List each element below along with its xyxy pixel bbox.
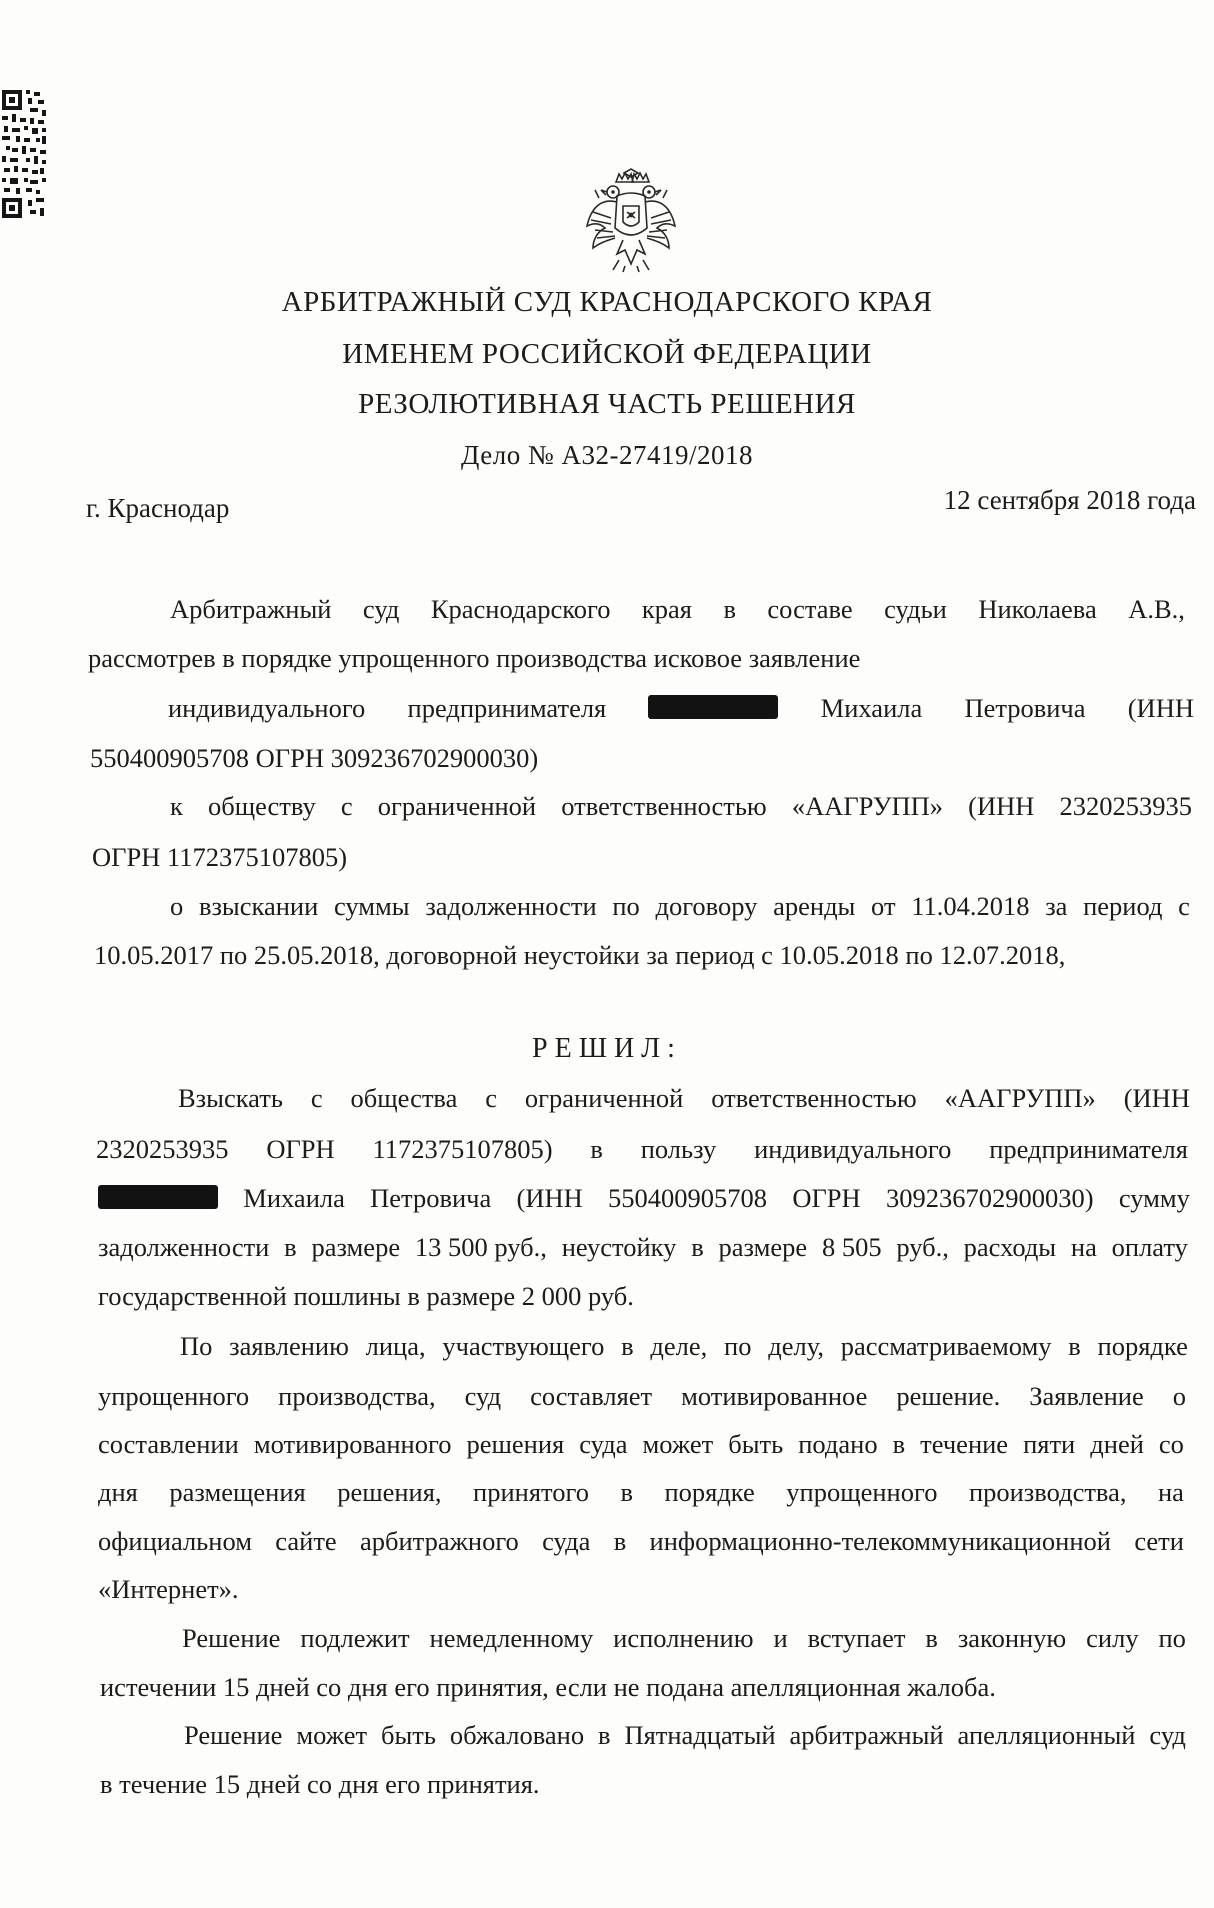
word: течение [920, 1429, 1009, 1459]
word: расходы [963, 1232, 1057, 1262]
word: рассматриваемому [840, 1331, 1052, 1361]
word: дней [1090, 1429, 1144, 1459]
word: в [621, 1331, 634, 1361]
decision-date: 12 сентября 2018 года [943, 485, 1196, 515]
word: участвующего [442, 1331, 605, 1361]
word: пяти [1023, 1429, 1076, 1459]
word: в [723, 594, 736, 624]
word: «ААГРУПП» [791, 791, 944, 821]
word: Взыскать [178, 1083, 283, 1113]
word: задолженности [425, 891, 597, 921]
ruling-word: Петровича [370, 1183, 492, 1213]
ruling-line-1 [178, 1085, 1190, 1112]
word: (ИНН [968, 791, 1035, 821]
word: суммы [333, 891, 410, 921]
word: обществу [207, 791, 316, 821]
subject-line-1 [170, 893, 1190, 920]
decided-heading: РЕШИЛ: [532, 1033, 682, 1064]
word: сети [1134, 1526, 1184, 1556]
word: ответственностью [711, 1083, 917, 1113]
city: г. Краснодар [86, 493, 230, 523]
word: за [1045, 891, 1068, 921]
word: информационно-телекоммуникационной [649, 1526, 1111, 1556]
word: производства, [968, 1477, 1127, 1507]
word: к [170, 791, 183, 821]
motivated-line-3 [98, 1431, 1184, 1458]
word: может [296, 1720, 368, 1750]
word: официальном [98, 1526, 252, 1556]
word: индивидуального [754, 1134, 952, 1164]
word: Николаева [978, 594, 1097, 624]
word: решение. [896, 1381, 1001, 1411]
word: обжаловано [449, 1720, 585, 1750]
ruling-line-4 [98, 1234, 1188, 1261]
plaintiff-line-2: 550400905708 ОГРН 309236702900030) [90, 743, 539, 773]
subject-line-2: 10.05.2017 по 25.05.2018, договорной неустойки за период с 10.05.2018 по 12.07.2018, [94, 940, 1066, 970]
word: судьи [884, 594, 947, 624]
word: мотивированное [681, 1381, 868, 1411]
word: порядке [1097, 1331, 1188, 1361]
word: Заявление [1029, 1381, 1144, 1411]
word: с [310, 1083, 323, 1113]
word: в [590, 1134, 603, 1164]
word: в [892, 1429, 906, 1459]
word: апелляционный [957, 1720, 1136, 1750]
word: Решение [184, 1720, 283, 1750]
case-number: Дело № А32-27419/2018 [461, 440, 753, 470]
word: 11.04.2018 [911, 891, 1030, 921]
word: от [871, 891, 896, 921]
word: и [773, 1623, 788, 1653]
word: законную [957, 1623, 1067, 1653]
effect-line-1 [182, 1625, 1186, 1652]
word: производства, [278, 1381, 436, 1411]
word: лица, [365, 1331, 426, 1361]
ruling-word: ОГРН [792, 1183, 861, 1213]
word: в [925, 1623, 938, 1653]
word: По [180, 1331, 213, 1361]
word: «ААГРУПП» [944, 1083, 1096, 1113]
word: мотивированного [253, 1429, 452, 1459]
word: делу, [768, 1331, 824, 1361]
word: предпринимателя [989, 1134, 1188, 1164]
word: суд [1149, 1720, 1186, 1750]
word: быть [728, 1429, 784, 1459]
ruling-word: 309236702900030) [885, 1183, 1094, 1213]
word: ответственностью [561, 791, 767, 821]
plaintiff-line-1 [168, 695, 1194, 722]
motivated-line-2 [98, 1383, 1186, 1410]
word: Арбитражный [170, 594, 332, 624]
word: оплату [1111, 1232, 1188, 1262]
word: взыскании [198, 891, 319, 921]
intro-line-1 [170, 596, 1185, 623]
word: общества [350, 1083, 458, 1113]
word: порядке [664, 1477, 755, 1507]
document-type: РЕЗОЛЮТИВНАЯ ЧАСТЬ РЕШЕНИЯ [358, 388, 856, 420]
word: быть [380, 1720, 436, 1750]
ruling-word: (ИНН [516, 1183, 583, 1213]
word: дня [98, 1477, 138, 1507]
word: в [691, 1232, 704, 1262]
word: со [1158, 1429, 1184, 1459]
word: упрощенного [786, 1477, 938, 1507]
word: Решение [182, 1623, 281, 1653]
word: силу [1086, 1623, 1139, 1653]
word: может [642, 1429, 714, 1459]
word: исполнению [613, 1623, 754, 1653]
intro-line-2: рассмотрев в порядке упрощенного производства исковое заявление [88, 643, 861, 673]
word: в [284, 1232, 297, 1262]
word: составляет [530, 1381, 653, 1411]
word: ограниченной [524, 1083, 684, 1113]
word: деле, [650, 1331, 708, 1361]
qr-code [0, 88, 48, 220]
plaintiff-word: индивидуального [168, 693, 366, 723]
word: неустойку [561, 1232, 677, 1262]
word: размещения [169, 1477, 306, 1507]
word: задолженности [98, 1232, 270, 1262]
motivated-line-4 [98, 1479, 1184, 1506]
word: упрощенного [98, 1381, 250, 1411]
word: подано [798, 1429, 878, 1459]
word: по [724, 1331, 752, 1361]
word: 13 500 руб., [414, 1232, 547, 1262]
effect-line-2: истечении 15 дней со дня его принятия, если не подана апелляционная жалоба. [100, 1672, 996, 1702]
word: решения, [337, 1477, 442, 1507]
word: 8 505 [821, 1232, 882, 1262]
word: суда [579, 1429, 628, 1459]
word: немедленному [429, 1623, 594, 1653]
word: Пятнадцатый [624, 1720, 776, 1750]
word: в [613, 1526, 627, 1556]
word: решения [466, 1429, 565, 1459]
word: А.В., [1128, 594, 1185, 624]
word: в [598, 1720, 611, 1750]
ruling-word: Михаила [243, 1183, 345, 1213]
word: края [641, 594, 692, 624]
defendant-line-1 [170, 793, 1192, 820]
word: на [1070, 1232, 1097, 1262]
ruling-line-2 [96, 1136, 1188, 1163]
word: аренды [773, 891, 856, 921]
word: с [485, 1083, 498, 1113]
word: принятого [473, 1477, 589, 1507]
word: суда [542, 1526, 591, 1556]
word: размере [718, 1232, 808, 1262]
word: суд [362, 594, 400, 624]
word: по [1158, 1623, 1186, 1653]
ruling-word: сумму [1118, 1183, 1190, 1213]
plaintiff-word: Михаила [820, 693, 923, 723]
defendant-line-2: ОГРН 1172375107805) [92, 842, 348, 872]
word: суд [464, 1381, 502, 1411]
word: пользу [640, 1134, 717, 1164]
name-of-federation: ИМЕНЕМ РОССИЙСКОЙ ФЕДЕРАЦИИ [342, 338, 872, 370]
word: 2320253935 [96, 1134, 229, 1164]
appeal-line-1 [184, 1722, 1186, 1749]
word: вступает [807, 1623, 906, 1653]
word: 2320253935 [1059, 791, 1192, 821]
word: о [170, 891, 184, 921]
word: на [1157, 1477, 1184, 1507]
word: Краснодарского [430, 594, 611, 624]
word: в [620, 1477, 633, 1507]
word: руб., [896, 1232, 949, 1262]
word: размере [311, 1232, 401, 1262]
word: подлежит [300, 1623, 410, 1653]
word: арбитражный [789, 1720, 944, 1750]
redacted-surname [98, 1185, 218, 1209]
plaintiff-word: предпринимателя [407, 693, 607, 723]
word: договору [655, 891, 758, 921]
plaintiff-word: (ИНН [1127, 693, 1194, 723]
word: в [1068, 1331, 1081, 1361]
coat-of-arms-emblem [583, 168, 679, 274]
ruling-line-5: государственной пошлины в размере 2 000 руб. [98, 1281, 634, 1311]
word: заявлению [229, 1331, 349, 1361]
word: 1172375107805) [372, 1134, 553, 1164]
word: ограниченной [377, 791, 537, 821]
redacted-surname [648, 695, 778, 719]
appeal-line-2: в течение 15 дней со дня его принятия. [100, 1769, 540, 1799]
motivated-line-6: «Интернет». [98, 1574, 239, 1604]
motivated-line-5 [98, 1528, 1184, 1555]
motivated-line-1 [180, 1333, 1188, 1360]
word: составлении [98, 1429, 239, 1459]
ruling-line-3 [98, 1185, 1190, 1212]
word: с [340, 791, 353, 821]
word: с [1178, 891, 1190, 921]
plaintiff-word: Петровича [964, 693, 1086, 723]
word: период [1083, 891, 1163, 921]
word: арбитражного [360, 1526, 519, 1556]
word: сайте [275, 1526, 337, 1556]
word: (ИНН [1123, 1083, 1190, 1113]
court-name: АРБИТРАЖНЫЙ СУД КРАСНОДАРСКОГО КРАЯ [281, 286, 933, 318]
ruling-word: 550400905708 [608, 1183, 768, 1213]
word: о [1172, 1381, 1186, 1411]
word: по [612, 891, 640, 921]
word: ОГРН [266, 1134, 335, 1164]
word: составе [767, 594, 853, 624]
